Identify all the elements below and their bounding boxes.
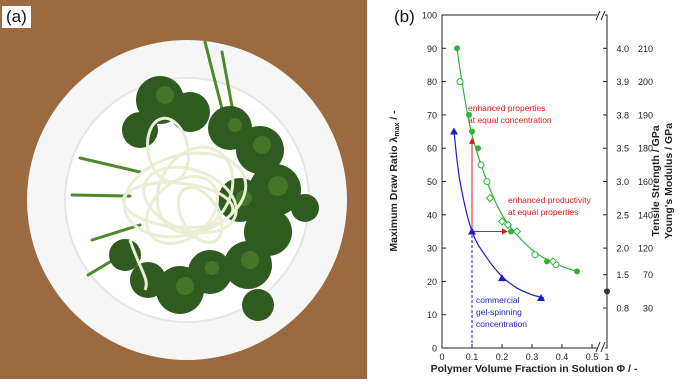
chart-panel (368, 0, 681, 379)
open-circle-point (532, 252, 538, 258)
y-tick-label: 30 (426, 243, 437, 254)
right-axis-title-2: Young's Modulus / GPa (663, 122, 675, 240)
open-circle-point (484, 179, 490, 185)
x-tick-label: 1 (604, 352, 610, 362)
right-tick-label: 180 (637, 143, 653, 154)
filled-circle-point (574, 268, 580, 274)
x-tick-label: 0.1 (465, 352, 479, 362)
filled-triangle-point (450, 128, 458, 135)
right-tick-label: 0.8 (616, 303, 629, 314)
filled-triangle-point (498, 274, 506, 281)
filled-circle-point (454, 45, 460, 51)
right-tick-label: 140 (637, 210, 653, 221)
open-diamond-point (514, 228, 521, 235)
y-tick-label: 50 (426, 177, 437, 187)
data-markers (450, 45, 610, 301)
y-tick-label: 10 (426, 310, 437, 321)
x-tick-label: 0.5 (585, 352, 599, 362)
y-tick-label: 70 (426, 110, 437, 121)
filled-circle-point (469, 129, 475, 135)
right-tick-label: 120 (637, 243, 653, 254)
right-tick-label: 3.8 (616, 110, 629, 121)
right-axis-title-1: Tensile Strength / GPa (650, 125, 662, 237)
right-tick-label: 190 (637, 110, 653, 121)
x-tick-label: 0.4 (555, 352, 569, 362)
bottom-axis-ticks (439, 344, 609, 362)
y-axis-title: Maximum Draw Ratio λmax / - (388, 110, 401, 252)
open-circle-point (457, 79, 463, 85)
y-tick-label: 40 (426, 210, 437, 221)
y-tick-label: 90 (426, 43, 437, 54)
y-tick-label: 20 (426, 276, 437, 287)
annotation-commercial: commercial gel-spinning concentration (476, 295, 528, 329)
axis-break-top (596, 11, 605, 21)
right-tick-label: 160 (637, 177, 653, 187)
annotation-enhanced-productivity: enhanced productivity at equal properties (508, 195, 591, 217)
right-tick-label: 210 (637, 43, 653, 54)
photo-panel-label: (a) (2, 6, 31, 28)
right-tick-label: 4.0 (616, 43, 629, 54)
right-tick-label: 2.5 (616, 210, 629, 221)
annotation-enhanced-properties: enhanced properties at equal concentration (468, 103, 552, 125)
right-tick-label: 200 (637, 77, 653, 88)
axis-break-bottom (596, 342, 605, 352)
right-tick-label: 70 (642, 270, 653, 281)
chart-panel-label: (b) (394, 7, 415, 26)
x-tick-label: 0.2 (495, 352, 509, 362)
plot-frame (442, 15, 607, 348)
right-tick-label: 3.5 (616, 143, 629, 154)
reference-point (604, 288, 610, 294)
y-tick-label: 100 (421, 10, 437, 21)
filled-circle-point (475, 145, 481, 151)
right-tick-label: 30 (642, 303, 653, 314)
right-tick-label: 3.9 (616, 77, 629, 88)
draw-ratio-chart (368, 0, 681, 379)
y-tick-label: 80 (426, 77, 437, 88)
open-circle-point (478, 162, 484, 168)
x-axis-title: Polymer Volume Fraction in Solution Φ / - (430, 363, 638, 375)
x-tick-label: 0 (439, 352, 445, 362)
right-tick-label: 3.0 (616, 177, 629, 187)
right-tick-label: 1.5 (616, 270, 629, 281)
y-tick-label: 0 (431, 343, 437, 354)
y-tick-label: 60 (426, 143, 437, 154)
right-tick-label: 2.0 (616, 243, 629, 254)
x-tick-label: 0.3 (525, 352, 539, 362)
